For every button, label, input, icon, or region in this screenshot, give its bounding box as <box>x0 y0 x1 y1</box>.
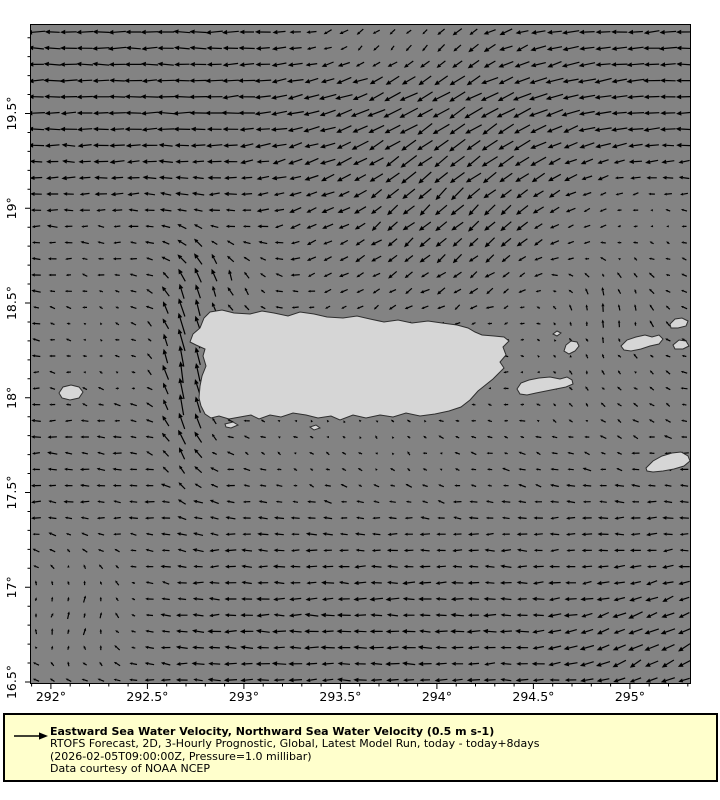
legend-credit: Data courtesy of NOAA NCEP <box>50 761 210 775</box>
y-tick-label: 18.5° <box>4 285 19 321</box>
island-puerto-rico <box>190 310 509 420</box>
island-mona <box>59 385 83 400</box>
x-tick-label: 294.5° <box>512 689 555 704</box>
x-tick-label: 294° <box>421 689 452 704</box>
y-tick-label: 16.5° <box>4 664 19 700</box>
x-tick-label: 292.5° <box>126 689 169 704</box>
y-tick-label: 18° <box>4 386 19 409</box>
y-tick-label: 19° <box>4 197 19 220</box>
x-tick-label: 293.5° <box>319 689 362 704</box>
y-tick-label: 17.5° <box>4 475 19 510</box>
legend-subtitle: RTOFS Forecast, 2D, 3-Hourly Prognostic, Global, Latest Model Run, today - today+8days <box>50 737 540 751</box>
legend-title: Eastward Sea Water Velocity, Northward Sea Water Velocity (0.5 m s-1) <box>50 725 495 738</box>
legend <box>3 713 718 782</box>
y-tick-label: 17° <box>4 576 19 599</box>
legend-text <box>50 726 712 775</box>
x-tick-label: 292° <box>35 689 66 704</box>
y-tick-label: 19.5° <box>4 96 19 131</box>
legend-timestamp: (2026-02-05T09:00:00Z, Pressure=1.0 millibar) <box>50 749 312 763</box>
x-tick-label: 295° <box>614 689 645 704</box>
reference-arrow-icon <box>13 730 49 742</box>
x-tick-label: 293° <box>228 689 259 704</box>
